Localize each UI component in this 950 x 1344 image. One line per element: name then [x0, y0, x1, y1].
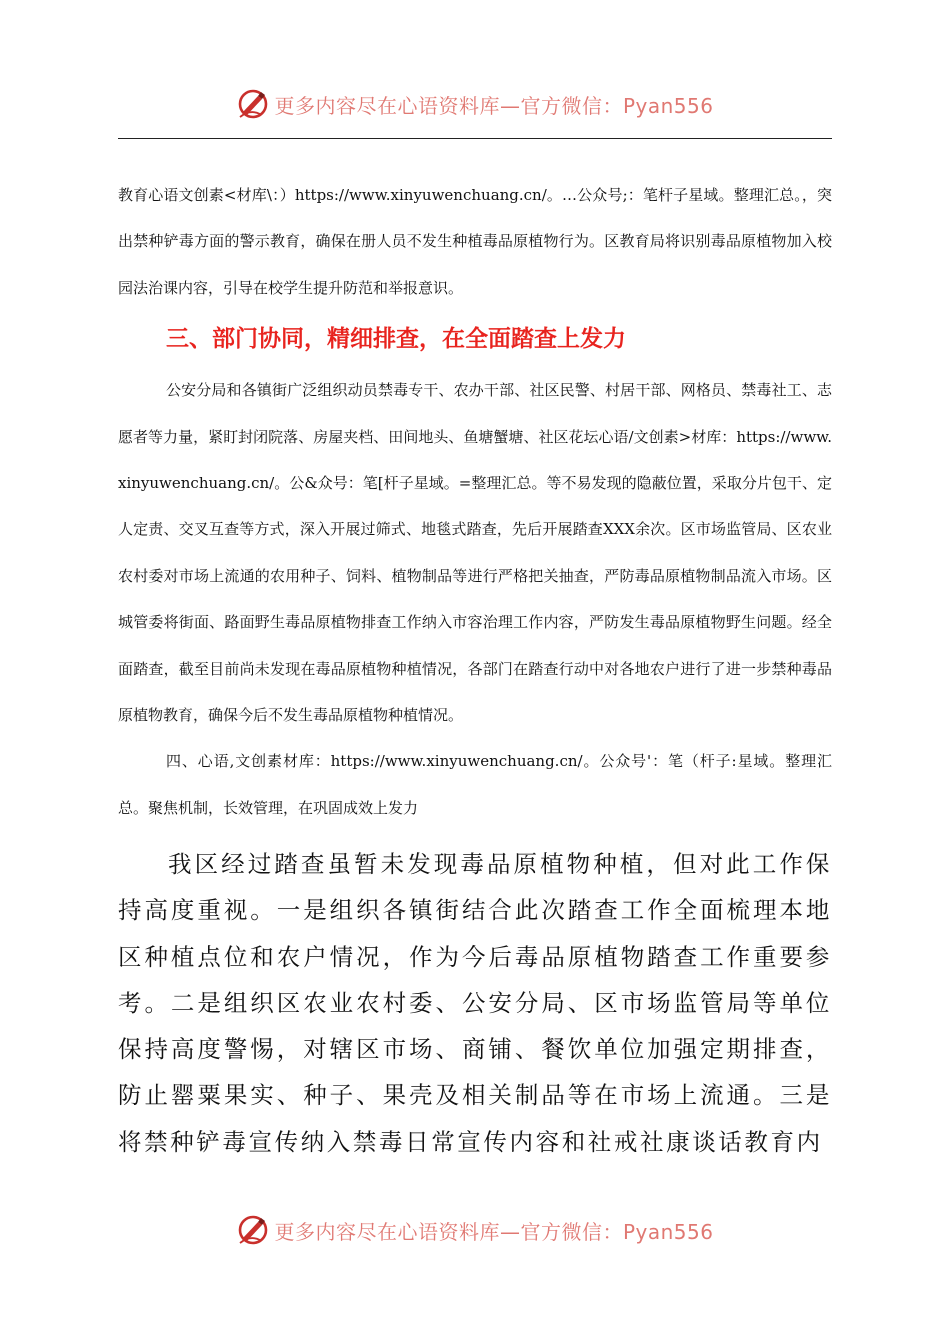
footer-banner-text: 更多内容尽在心语资料库—官方微信：Pyan556: [274, 1219, 714, 1244]
pen-circle-logo-icon: [236, 1213, 270, 1247]
paragraph-section-4-heading: 四、心语,文创素材库：https://www.xinyuwenchuang.cn/。公众号'：笔（杆子:星域。整理汇总。聚焦机制，长效管理，在巩固成效上发力: [118, 752, 832, 817]
footer-banner: [0, 1210, 950, 1250]
section-heading-3: 三、部门协同，精细排查，在全面踏查上发力: [166, 326, 626, 353]
header-banner-text: 更多内容尽在心语资料库—官方微信：Pyan556: [274, 93, 714, 118]
paragraph-long-term-management: 我区经过踏查虽暂未发现毒品原植物种植，但对此工作保持高度重视。一是组织各镇街结合此次踏查工作全面梳理本地区种植点位和农户情况，作为今后毒品原植物踏查工作重要参考。二是组织区农业农村委、公安分局、区市场监管局等单位保持高度警惕，对辖区市场、商铺、餐饮单位加强定期排查，防止罂粟果实、种子、果壳及相关制品等在市场上流通。三是将禁种铲毒宣传纳入禁毒日常宣传内容和社戒社康谈话教育内: [118, 850, 832, 1156]
header-banner: [0, 84, 950, 124]
header-divider: [118, 138, 832, 139]
pen-circle-logo-icon: [236, 87, 270, 121]
document-body: [118, 172, 832, 1165]
paragraph-continued: 教育心语文创素<材库\：）https://www.xinyuwenchuang.cn/。…公众号;：笔杆子星域。整理汇总。，突出禁种铲毒方面的警示教育，确保在册人员不发生种植毒品原植物行为。区教育局将识别毒品原植物加入校园法治课内容，引导在校学生提升防范和举报意识。: [118, 186, 832, 297]
paragraph-department-coordination: 公安分局和各镇街广泛组织动员禁毒专干、农办干部、社区民警、村居干部、网格员、禁毒社工、志愿者等力量，紧盯封闭院落、房屋夹档、田间地头、鱼塘蟹塘、社区花坛心语/文创素>材库：https://www.xinyuwenchuang.cn/。公&众号：笔[杆子星域。=整理汇总。等不易发现的隐蔽位置，采取分片包干、定人定责、交叉互查等方式，深入开展过筛式、地毯式踏查，先后开展踏查XXX余次。区市场监管局、区农业农村委对市场上流通的农用种子、饲料、植物制品等进行严格把关抽查，严防毒品原植物制品流入市场。区城管委将街面、路面野生毒品原植物排查工作纳入市容治理工作内容，严防发生毒品原植物野生问题。经全面踏查，截至目前尚未发现在毒品原植物种植情况，各部门在踏查行动中对各地农户进行了进一步禁种毒品原植物教育，确保今后不发生毒品原植物种植情况。: [118, 381, 832, 725]
